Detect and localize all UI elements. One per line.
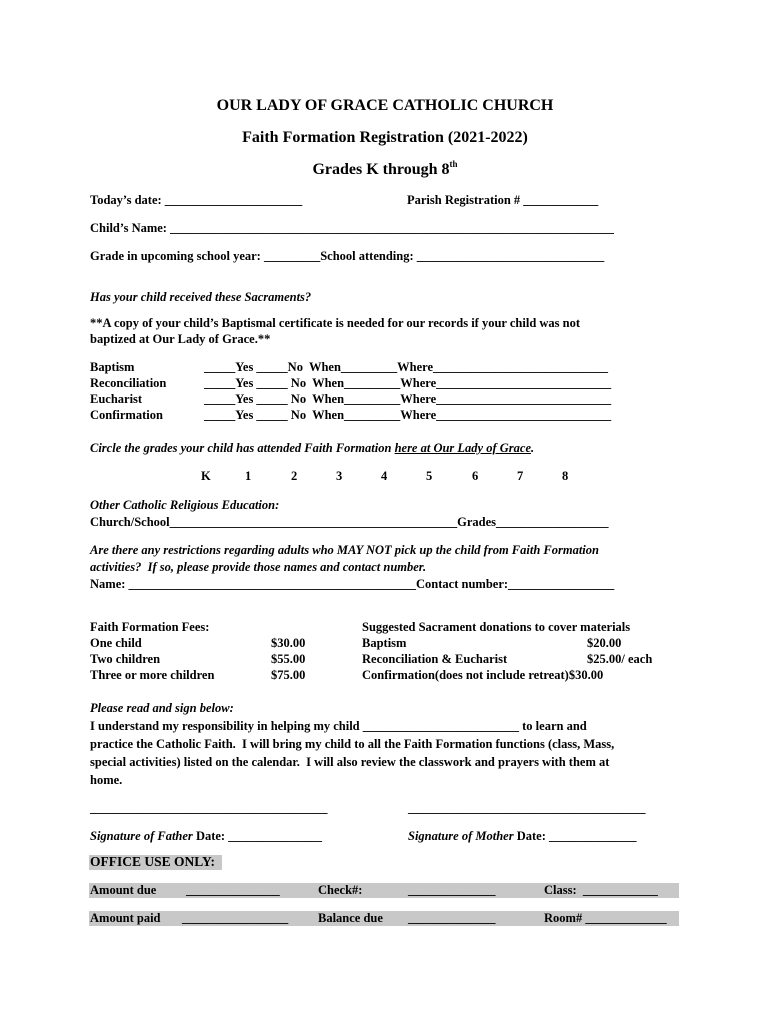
fee-label-two-children: Two children (90, 652, 161, 666)
class-field[interactable]: Class: ____________ (544, 883, 658, 897)
other-education-heading: Other Catholic Religious Education: (90, 498, 280, 512)
amount-due-field[interactable]: _______________ (186, 883, 280, 897)
donations-heading: Suggested Sacrament donations to cover materials (362, 620, 631, 634)
father-date-field[interactable]: Date: _______________ (192, 829, 322, 843)
circle-grades-prompt-c: . (531, 441, 535, 455)
grades-heading (0, 160, 770, 180)
fee-label-three-children: Three or more children (90, 668, 215, 682)
fee-amount-one-child: $30.00 (271, 636, 306, 650)
sacrament-fields-reconciliation[interactable]: _____Yes _____ No When_________Where____________________________ (204, 376, 612, 390)
circle-grades-prompt-a: Circle the grades your child has attended Faith Formation (90, 441, 395, 455)
mother-date-field[interactable]: Date: ______________ (513, 829, 637, 843)
grade-option-3[interactable]: 3 (336, 469, 343, 483)
donation-label-confirmation: Confirmation(does not include retreat) (362, 668, 569, 682)
baptism-note-line2: baptized at Our Lady of Grace.** (90, 332, 271, 346)
responsibility-line3: special activities) listed on the calendar. I will also review the classwork and prayers with them at (90, 755, 610, 769)
check-number-label: Check#: (318, 883, 363, 897)
parish-registration-field[interactable]: Parish Registration # ____________ (407, 193, 599, 207)
grade-option-2[interactable]: 2 (291, 469, 298, 483)
responsibility-line1[interactable]: I understand my responsibility in helping my child _________________________ to learn and (90, 719, 587, 733)
restrictions-question-line1: Are there any restrictions regarding adults who MAY NOT pick up the child from Faith Formation (90, 543, 599, 557)
office-use-heading: OFFICE USE ONLY: (90, 854, 216, 869)
father-signature-blank[interactable]: ______________________________________ (90, 801, 328, 815)
sign-heading: Please read and sign below: (90, 701, 234, 715)
responsibility-line2: practice the Catholic Faith. I will bring my child to all the Faith Formation functions (class, Mass, (90, 737, 615, 751)
balance-due-label: Balance due (318, 911, 383, 925)
fee-label-one-child: One child (90, 636, 142, 650)
fees-heading: Faith Formation Fees: (90, 620, 210, 634)
form-title: Faith Formation Registration (2021-2022) (242, 129, 528, 146)
balance-due-field[interactable]: ______________ (408, 911, 496, 925)
todays-date-field[interactable]: Today’s date: ______________________ (90, 193, 303, 207)
grade-option-4[interactable]: 4 (381, 469, 388, 483)
other-education-field[interactable]: Church/School______________________________________________Grades__________________ (90, 515, 609, 529)
church-name: OUR LADY OF GRACE CATHOLIC CHURCH (216, 97, 554, 114)
grade-option-8[interactable]: 8 (562, 469, 569, 483)
mother-signature-label (408, 828, 637, 844)
sacrament-name-confirmation: Confirmation (90, 408, 163, 422)
father-label: Signature of Father (90, 829, 193, 843)
sacrament-fields-confirmation[interactable]: _____Yes _____ No When_________Where____________________________ (204, 408, 612, 422)
sacrament-fields-baptism[interactable]: _____Yes _____No When_________Where____________________________ (204, 360, 609, 374)
sacrament-name-eucharist: Eucharist (90, 392, 143, 406)
grades-heading-sup: th (449, 159, 458, 169)
sacrament-name-baptism: Baptism (90, 360, 135, 374)
grade-option-5[interactable]: 5 (426, 469, 433, 483)
father-signature-label (90, 828, 322, 844)
grade-option-7[interactable]: 7 (517, 469, 524, 483)
donation-label-baptism: Baptism (362, 636, 407, 650)
donation-amount-reconciliation: $25.00/ each (587, 652, 653, 666)
baptism-note-line1: **A copy of your child’s Baptismal certificate is needed for our records if your child was not (90, 316, 581, 330)
room-field[interactable]: Room# _____________ (544, 911, 667, 925)
circle-grades-prompt (90, 440, 534, 456)
sacrament-name-reconciliation: Reconciliation (90, 376, 167, 390)
donation-amount-confirmation: $30.00 (568, 668, 604, 682)
sacraments-question: Has your child received these Sacraments? (90, 290, 312, 304)
donation-label-reconciliation: Reconciliation & Eucharist (362, 652, 508, 666)
restrictions-name-contact-field[interactable]: Name: ______________________________________________Contact number:_________________ (90, 577, 615, 591)
responsibility-line4: home. (90, 773, 123, 787)
fee-amount-two-children: $55.00 (271, 652, 306, 666)
amount-due-label: Amount due (90, 883, 157, 897)
grades-heading-text: Grades K through 8 (312, 161, 450, 178)
grade-school-field[interactable]: Grade in upcoming school year: _________School attending: ______________________________ (90, 249, 605, 263)
grade-option-6[interactable]: 6 (472, 469, 479, 483)
check-number-field[interactable]: ______________ (408, 883, 496, 897)
amount-paid-label: Amount paid (90, 911, 161, 925)
restrictions-question-line2: activities? If so, please provide those names and contact number. (90, 560, 427, 574)
grade-option-k[interactable]: K (201, 469, 211, 483)
mother-signature-blank[interactable]: ______________________________________ (408, 801, 646, 815)
mother-label: Signature of Mother (408, 829, 514, 843)
fee-amount-three-children: $75.00 (271, 668, 306, 682)
sacrament-fields-eucharist[interactable]: _____Yes _____ No When_________Where____________________________ (204, 392, 612, 406)
childs-name-field[interactable]: Child’s Name: _______________________________________________________________________ (90, 221, 614, 235)
donation-confirmation (362, 667, 603, 683)
grade-option-1[interactable]: 1 (245, 469, 252, 483)
donation-amount-baptism: $20.00 (587, 636, 622, 650)
amount-paid-field[interactable]: _________________ (182, 911, 289, 925)
circle-grades-prompt-b: here at Our Lady of Grace (394, 441, 532, 455)
